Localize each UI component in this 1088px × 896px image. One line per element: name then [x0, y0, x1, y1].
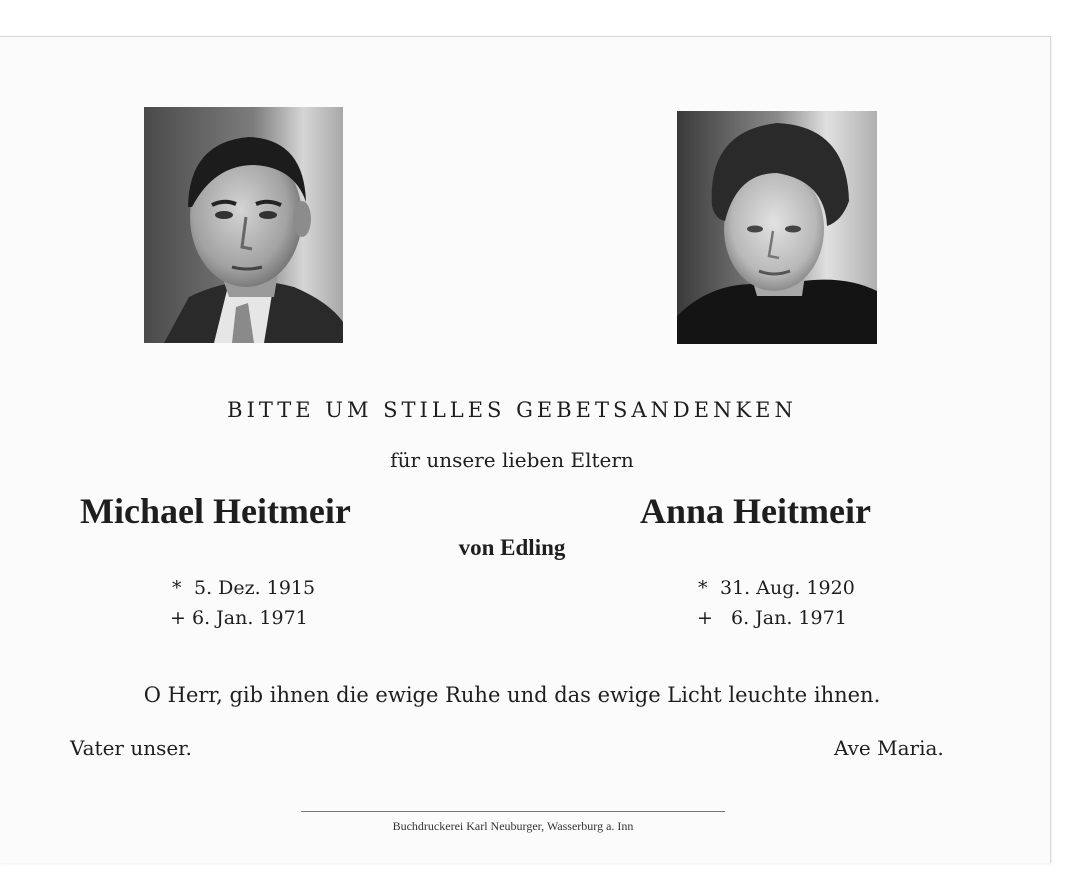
birth-symbol: *: [698, 577, 708, 599]
closing-prayer-right: Ave Maria.: [834, 736, 944, 760]
death-date-value: 6. Jan. 1971: [731, 607, 847, 629]
place-of-origin: von Edling: [458, 535, 566, 560]
birth-date-value: 31. Aug. 1920: [720, 577, 855, 599]
death-symbol: +: [697, 607, 713, 629]
memorial-heading: BITTE UM STILLES GEBETSANDENKEN: [227, 398, 797, 422]
printer-imprint: Buchdruckerei Karl Neuburger, Wasserburg a. Inn: [392, 819, 634, 833]
father-death-date: [170, 607, 308, 629]
mother-birth-date: [698, 577, 855, 599]
birth-date-value: 5. Dez. 1915: [194, 577, 316, 599]
closing-prayer-left: Vater unser.: [70, 736, 192, 760]
death-symbol: +: [170, 607, 186, 629]
subheading: für unsere lieben Eltern: [390, 448, 634, 472]
death-date-value: 6. Jan. 1971: [192, 607, 308, 629]
portrait-woman-photo: [677, 111, 877, 344]
prayer-text: O Herr, gib ihnen die ewige Ruhe und das ewige Licht leuchte ihnen.: [143, 683, 881, 707]
father-name: Michael Heitmeir: [80, 491, 351, 531]
father-birth-date: [172, 577, 315, 599]
mother-name: Anna Heitmeir: [640, 491, 871, 531]
portrait-man-photo: [144, 107, 343, 343]
divider-line: [301, 811, 725, 812]
birth-symbol: *: [172, 577, 182, 599]
mother-death-date: [697, 607, 847, 629]
